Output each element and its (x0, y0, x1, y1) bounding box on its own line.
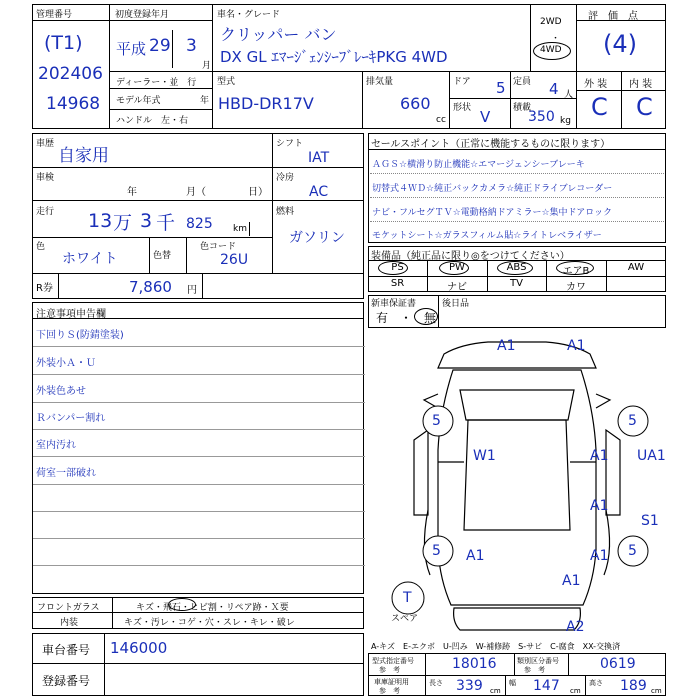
note-row (33, 347, 365, 375)
damage-mark: W1 (473, 448, 496, 464)
teiin: 4 (549, 80, 559, 98)
note-text: Ｒバンパー割れ (36, 413, 106, 424)
tire-mark: 5 (628, 543, 637, 559)
kanri-label: 管理番号 (36, 10, 73, 20)
tire-mark: 5 (628, 413, 637, 429)
color-code-label: 色コード (200, 242, 237, 252)
sales-line: 切替式４ＷＤ☆純正バックカメラ☆純正ドライブレコーダー (372, 184, 613, 194)
iro-label: 色 (36, 242, 46, 252)
divider (368, 149, 666, 150)
divider (272, 200, 364, 201)
naga: 339 (456, 678, 483, 694)
note-text: 外装色あせ (36, 386, 86, 397)
damage-mark: A1 (567, 338, 586, 354)
door-label: ドア (453, 77, 471, 87)
divider (32, 200, 272, 201)
divider (212, 71, 576, 72)
month-unit: 月 (202, 61, 212, 71)
kanri-number-1: 202406 (38, 64, 103, 84)
car-name: クリッパー バン (220, 25, 337, 44)
model-year-label: モデル年式 (116, 96, 161, 106)
damage-mark: A1 (497, 338, 516, 354)
mirror-right (596, 394, 610, 408)
taka-label: 高さ (589, 679, 603, 687)
gaiso-value: C (591, 93, 608, 121)
divider (109, 109, 212, 110)
divider (576, 20, 666, 21)
note-text: 外装小Ａ・Ｕ (36, 358, 96, 369)
shaken-label: 車検 (36, 173, 55, 183)
divider (109, 71, 212, 72)
divider (172, 30, 173, 68)
haiki-unit: cc (436, 115, 446, 125)
naga-label: 長さ (429, 679, 443, 687)
note-row (33, 429, 365, 457)
shomei-label: 車庫証明用 (374, 678, 409, 686)
divider (58, 273, 59, 299)
cm-unit: cm (570, 687, 581, 695)
color-code: 26U (220, 252, 249, 268)
month: 3 (186, 36, 197, 56)
rken-unit: 円 (187, 285, 197, 296)
ruibetsu-sub: 参 考 (524, 666, 545, 674)
divider (32, 273, 364, 274)
divider (514, 653, 515, 675)
equipment-item: ナビ (447, 282, 467, 293)
rear-fender-right (604, 510, 610, 575)
katashiki-shitei-label: 型式指定番号 (372, 657, 414, 665)
damage-mark: S1 (641, 513, 659, 529)
soko-unit: km (233, 224, 247, 234)
sekisai-label: 積載 (513, 103, 532, 113)
era-year: 29 (149, 36, 171, 56)
shaken-tsuki: 月（ (186, 187, 206, 198)
divider (368, 276, 666, 277)
warranty-label: 新車保証書 (371, 299, 417, 309)
era: 平成 (116, 40, 147, 58)
rken-value: 7,860 (129, 278, 172, 296)
equipment-item: エアB (562, 266, 590, 277)
note-text: 下回りＳ(防錆塗装) (36, 330, 124, 341)
note-row (33, 484, 365, 512)
note-row (33, 375, 365, 403)
divider (249, 222, 250, 236)
divider (32, 167, 272, 168)
windshield-outline (460, 390, 574, 420)
drive-4wd: 4WD (540, 45, 562, 55)
registration-label: 登録番号 (42, 674, 91, 688)
spare-mark: T (403, 590, 412, 606)
divider (510, 71, 511, 129)
damage-mark: A1 (590, 498, 609, 514)
front-glass-circle-mark (168, 598, 196, 611)
divider (112, 597, 113, 629)
naiso-label: 内 装 (629, 79, 653, 90)
note-text: 室内汚れ (36, 440, 76, 451)
soko-sen-unit: 千 (156, 212, 176, 234)
ruibetsu-label: 類別区分番号 (517, 657, 559, 665)
handle-label: ハンドル 左・右 (116, 116, 189, 126)
warranty-value: 有 ・ 無 (376, 311, 437, 325)
chassis-value: 146000 (110, 639, 168, 657)
shamei-label: 車名・グレード (217, 10, 281, 20)
katashiki-shitei: 18016 (452, 656, 497, 672)
shareki: 自家用 (58, 146, 109, 166)
drive-2wd: 2WD (540, 17, 562, 27)
note-row (33, 402, 365, 430)
divider (449, 98, 576, 99)
kanri-number-2: 14968 (46, 94, 101, 114)
dotted-line (370, 197, 664, 198)
damage-mark: A1 (562, 573, 581, 589)
ruibetsu: 0619 (600, 656, 636, 672)
katashiki: HBD-DR17V (218, 94, 314, 113)
divider (449, 71, 450, 129)
note-row (33, 538, 365, 566)
hyoka-label: 評 価 点 (588, 11, 638, 22)
divider (568, 653, 569, 675)
shaken-hi: 日） (248, 187, 268, 198)
interior-value: キズ・汚レ・コゲ・穴・スレ・キレ・破レ (124, 618, 295, 628)
katashiki-shitei-sub: 参 考 (379, 666, 400, 674)
katashiki-label: 型式 (217, 77, 236, 87)
divider (272, 167, 364, 168)
notes-title: 注意事項申告欄 (36, 309, 106, 320)
divider (202, 273, 203, 299)
equipment-item: カワ (566, 282, 586, 293)
divider (186, 237, 187, 273)
grade: DX GL ｴﾏｰｼﾞｪﾝｼｰﾌﾞﾚｰｷPKG 4WD (220, 48, 448, 66)
soko-man-unit: 万 (113, 212, 133, 234)
tire-mark: 5 (432, 543, 441, 559)
equipment-item: TV (510, 278, 523, 289)
teiin-label: 定員 (513, 77, 532, 87)
shift-label: シフト (276, 139, 304, 149)
shaken-nen: 年 (127, 187, 137, 198)
dealer-label: ディーラー・並 行 (116, 78, 197, 88)
damage-mark: A1 (590, 548, 609, 564)
divider (109, 20, 212, 21)
cm-unit: cm (651, 687, 662, 695)
interior-label: 内装 (60, 618, 79, 628)
front-glass-value: キズ・飛石・ヒビ割・リペア跡・Ｘ要 (136, 603, 289, 613)
divider (109, 4, 110, 129)
roof-outline (464, 420, 570, 530)
divider (585, 675, 586, 696)
keijo: V (480, 108, 491, 126)
kanri-t: (T1) (44, 32, 83, 54)
sekisai: 350 (528, 109, 555, 125)
soko-label: 走行 (36, 207, 55, 217)
dotted-line (370, 221, 664, 222)
divider (272, 133, 273, 273)
nenryo-label: 燃料 (276, 207, 295, 217)
nenryo: ガソリン (289, 230, 345, 246)
equipment-item: AW (627, 262, 645, 273)
equipment-title: 装備品（純正品に限り◎をつけてください） (371, 251, 570, 262)
divider (109, 88, 212, 89)
soko-rest: 825 (186, 216, 213, 232)
dotted-line (370, 173, 664, 174)
gaiso-label: 外 装 (584, 79, 608, 90)
body-outline (438, 370, 596, 605)
divider (32, 20, 109, 21)
divider (438, 295, 439, 328)
tire-mark: 5 (432, 413, 441, 429)
note-row (33, 457, 365, 485)
sekisai-unit: kg (560, 116, 571, 126)
haba: 147 (533, 678, 560, 694)
haba-label: 幅 (509, 679, 516, 687)
divider (362, 71, 363, 129)
reibo: AC (309, 184, 329, 200)
chassis-label: 車台番号 (42, 643, 91, 657)
equipment-item: PS (391, 262, 404, 273)
equipment-item: PW (449, 262, 465, 273)
keijo-label: 形状 (453, 103, 472, 113)
divider (505, 675, 506, 696)
equipment-item: ABS (506, 262, 527, 273)
divider (212, 4, 213, 129)
damage-mark: A2 (566, 619, 585, 635)
reibo-label: 冷房 (276, 173, 295, 183)
equipment-item: SR (390, 278, 405, 289)
divider (576, 4, 577, 129)
divider (104, 633, 105, 696)
haiki-label: 排気量 (366, 77, 394, 87)
sales-line: ナビ・フルセグＴＶ☆電動格納ドアミラー☆集中ドアロック (372, 208, 613, 218)
hyoka-value: (4) (603, 30, 637, 58)
divider (621, 71, 622, 129)
divider (149, 237, 150, 273)
drive-sep: ・ (551, 34, 561, 44)
rear-bumper-outline (454, 608, 581, 630)
soko-man: 13 (88, 210, 113, 232)
sales-title: セールスポイント（正常に機能するものに限ります） (371, 139, 611, 150)
damage-legend: A-キズ E-エクボ U-凹み W-補修跡 S-サビ C-腐食 XX-交換済 (371, 642, 621, 651)
note-row (33, 565, 365, 592)
taka: 189 (620, 678, 647, 694)
sales-line: ＡＧＳ☆横滑り防止機能☆エマージェンシーブレーキ (372, 160, 585, 170)
naiso-value: C (636, 93, 653, 121)
damage-mark: A1 (590, 448, 609, 464)
soko-sen: 3 (140, 210, 153, 232)
side-panel-left (414, 430, 428, 515)
car-damage-diagram (368, 330, 666, 638)
front-glass-label: フロントガラス (37, 603, 100, 613)
cm-unit: cm (490, 687, 501, 695)
spare-label: スペア (391, 614, 419, 624)
divider (368, 675, 666, 676)
note-row (33, 511, 365, 539)
irogae-label: 色替 (153, 251, 172, 261)
teiin-unit: 人 (564, 90, 574, 100)
shift: IAT (308, 150, 330, 166)
note-row (33, 319, 365, 347)
note-text: 荷室一部破れ (36, 468, 96, 479)
shodo-label: 初度登録年月 (115, 10, 170, 20)
divider (32, 237, 272, 238)
shomei-sub: 参 考 (379, 687, 400, 695)
model-year-unit: 年 (200, 96, 210, 106)
haiki: 660 (400, 94, 431, 113)
shareki-label: 車歴 (36, 139, 55, 149)
damage-mark: UA1 (637, 448, 666, 464)
divider (530, 4, 531, 71)
iro: ホワイト (62, 251, 118, 267)
sales-line: モケットシート☆ガラスフィルム貼☆ライトレベライザー (372, 231, 602, 241)
rken-label: R券 (36, 283, 53, 294)
record-label: 後日品 (442, 299, 470, 309)
divider (576, 90, 666, 91)
damage-mark: A1 (466, 548, 485, 564)
divider (32, 663, 364, 664)
door: 5 (496, 79, 506, 97)
divider (425, 653, 426, 696)
